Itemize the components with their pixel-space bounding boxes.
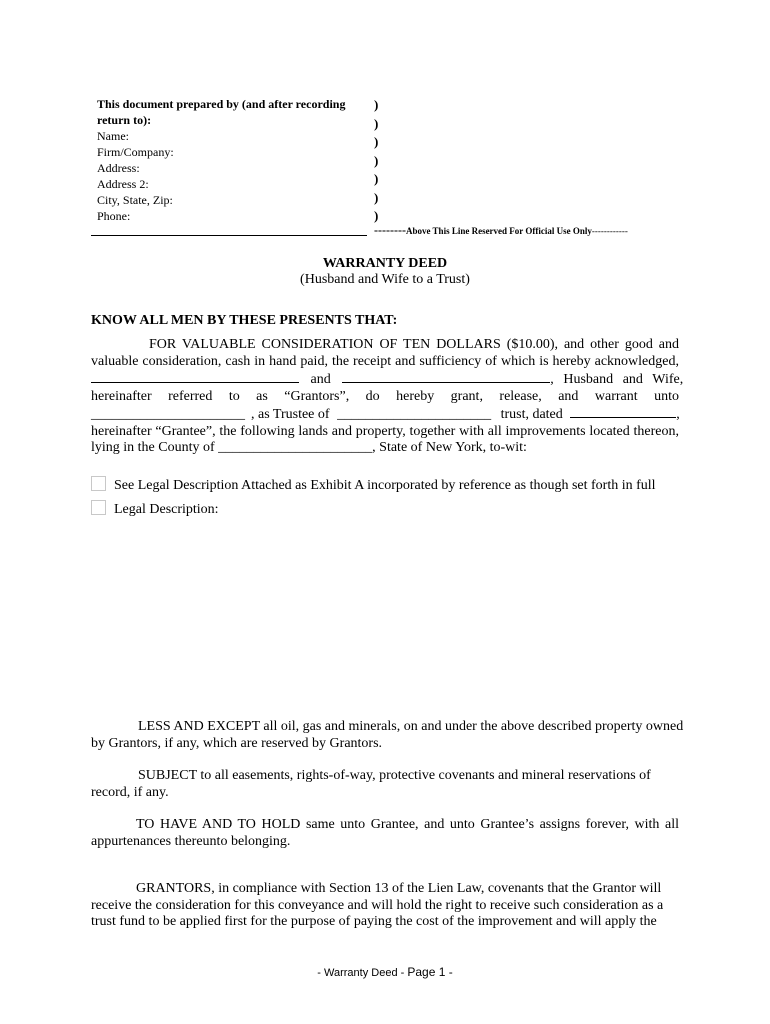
county-blank[interactable]: ______________________ xyxy=(218,440,373,455)
legal-description-checkbox[interactable] xyxy=(91,500,106,515)
grantor-1-blank[interactable] xyxy=(91,370,299,383)
consideration-paragraph: FOR VALUABLE CONSIDERATION OF TEN DOLLARS ($10.00), and other good and valuable consideration, cash in hand paid, the receipt and sufficiency of which is hereby acknowledged, and , Husband and Wife, hereinafter referred to as “Grantors”, do hereby grant, release, and warrant unto ______________________ , as Trustee of ______________________ trust, dated , hereinafter “Grantee”, the following lands and property, together with all improvements located thereon, lying in the County of ______________________, State of New York, to-wit: xyxy=(91,337,684,455)
field-phone: Phone: xyxy=(97,209,131,223)
less-except-paragraph: LESS AND EXCEPT all oil, gas and minerals, on and under the above described property owned by Grantors, if any, which are reserved by Grantors. xyxy=(91,719,684,751)
trust-date-blank[interactable] xyxy=(570,405,676,418)
exhibit-option: See Legal Description Attached as Exhibit A incorporated by reference as though set forth in full xyxy=(91,476,656,494)
document-title: WARRANTY DEED xyxy=(322,256,448,271)
know-all-heading: KNOW ALL MEN BY THESE PRESENTS THAT: xyxy=(91,313,398,328)
page-number: Page 1 - xyxy=(407,965,453,979)
divider-line xyxy=(91,235,367,236)
field-firm: Firm/Company: xyxy=(97,145,174,159)
parens-column: ) ) ) ) ) ) ) xyxy=(374,97,379,223)
legal-description-option: Legal Description: xyxy=(91,500,219,518)
habendum-paragraph: TO HAVE AND TO HOLD same unto Grantee, and unto Grantee’s assigns forever, with all appurtenances thereunto belonging. xyxy=(91,817,679,849)
exhibit-checkbox[interactable] xyxy=(91,476,106,491)
trustee-blank[interactable]: ______________________ xyxy=(91,407,245,422)
prepared-by-heading-2: return to): xyxy=(97,113,152,127)
grantor-2-blank[interactable] xyxy=(342,370,550,383)
official-use-line: --------Above This Line Reserved For Official Use Only------------ xyxy=(374,223,628,237)
document-subtitle: (Husband and Wife to a Trust) xyxy=(300,272,470,287)
trust-name-blank[interactable]: ______________________ xyxy=(337,407,492,422)
field-address: Address: xyxy=(97,161,140,175)
prepared-by-heading: This document prepared by (and after recording xyxy=(97,97,346,111)
subject-paragraph: SUBJECT to all easements, rights-of-way, protective covenants and mineral reservations of record, if any. xyxy=(91,768,651,800)
field-name: Name: xyxy=(97,129,129,143)
lien-law-paragraph: GRANTORS, in compliance with Section 13 of the Lien Law, covenants that the Grantor will receive the consideration for this conveyance and will hold the right to receive such consideration as a trust fund to be applied first for the purpose of paying the cost of the improvement and will apply the xyxy=(91,881,664,929)
prepared-by-block xyxy=(97,96,345,224)
field-address-2: Address 2: xyxy=(97,177,149,191)
page-footer: - Warranty Deed - Page 1 - xyxy=(317,965,453,979)
field-city-state-zip: City, State, Zip: xyxy=(97,193,173,207)
